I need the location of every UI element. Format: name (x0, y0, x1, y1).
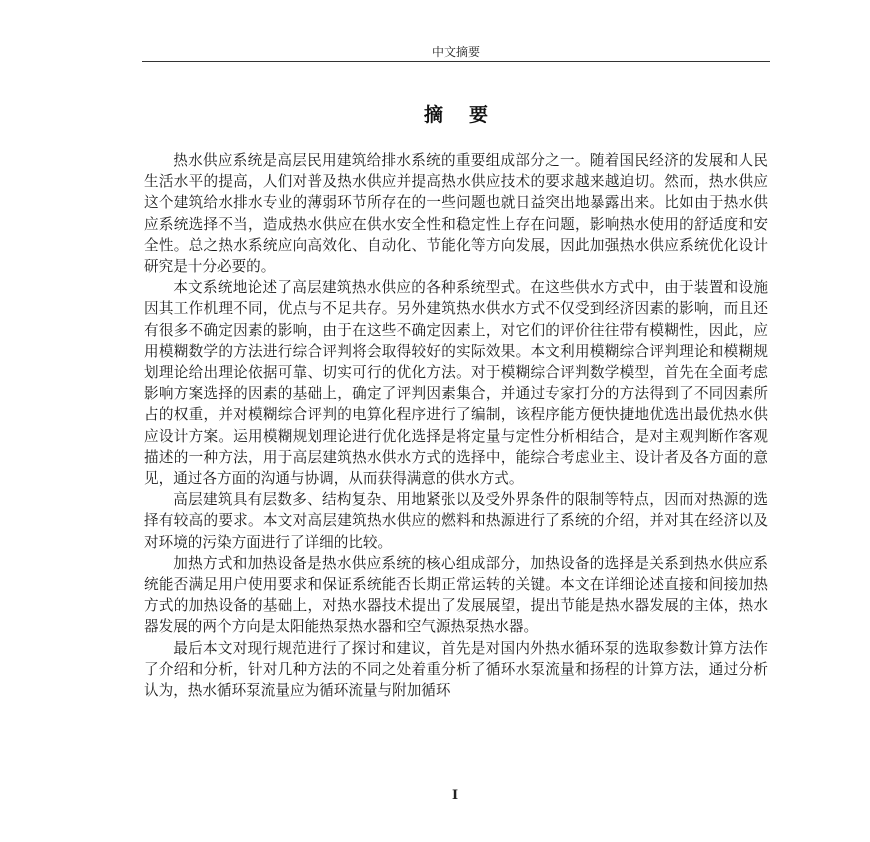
paragraph-5: 最后本文对现行规范进行了探讨和建议，首先是对国内外热水循环泵的选取参数计算方法作了介绍和分析，针对几种方法的不同之处着重分析了循环水泵流量和扬程的计算方法，通过分析认为，热水循环泵流量应为循环流量与附加循环 (144, 639, 768, 700)
paragraph-4: 加热方式和加热设备是热水供应系统的核心组成部分，加热设备的选择是关系到热水供应系统能否满足用户使用要求和保证系统能否长期正常运转的关键。本文在详细论述直接和间接加热方式的加热设备的基础上，对热水器技术提出了发展展望，提出节能是热水器发展的主体，热水器发展的两个方向是太阳能热泵热水器和空气源热泵热水器。 (144, 554, 768, 636)
paragraph-1: 热水供应系统是高层民用建筑给排水系统的重要组成部分之一。随着国民经济的发展和人民生活水平的提高，人们对普及热水供应并提高热水供应技术的要求越来越迫切。然而，热水供应这个建筑给水排水专业的薄弱环节所存在的一些问题也就日益突出地暴露出来。比如由于热水供应系统选择不当，造成热水供应在供水安全性和稳定性上存在问题，影响热水使用的舒适度和安全性。总之热水系统应向高效化、自动化、节能化等方向发展，因此加强热水供应系统优化设计研究是十分必要的。 (144, 152, 768, 276)
header-divider (142, 61, 770, 62)
page-title: 摘要 (423, 104, 514, 126)
abstract-body (144, 150, 768, 701)
paragraph-3: 高层建筑具有层数多、结构复杂、用地紧张以及受外界条件的限制等特点，因而对热源的选择有较高的要求。本文对高层建筑热水供应的燃料和热源进行了系统的介绍，并对其在经济以及对环境的污染方面进行了详细的比较。 (144, 491, 768, 551)
page-number: I (451, 788, 459, 803)
paragraph-2: 本文系统地论述了高层建筑热水供应的各种系统型式。在这些供水方式中，由于装置和设施因其工作机理不同，优点与不足共存。另外建筑热水供水方式不仅受到经济因素的影响，而且还有很多不确定因素的影响，由于在这些不确定因素上，对它们的评价往往带有模糊性，因此，应用模糊数学的方法进行综合评判将会取得较好的实际效果。本文利用模糊综合评判理论和模糊规划理论给出理论依据可靠、切实可行的优化方法。对于模糊综合评判数学模型，首先在全面考虑影响方案选择的因素的基础上，确定了评判因素集合，并通过专家打分的方法得到了不同因素所占的权重，并对模糊综合评判的电算化程序进行了编制，该程序能方便快捷地优选出最优热水供应设计方案。运用模糊规划理论进行优化选择是将定量与定性分析相结合，是对主观判断作客观描述的一种方法，用于高层建筑热水供水方式的选择中，能综合考虑业主、设计者及各方面的意见，通过各方面的沟通与协调，从而获得满意的供水方式。 (144, 279, 768, 488)
running-header: 中文摘要 (431, 45, 480, 59)
